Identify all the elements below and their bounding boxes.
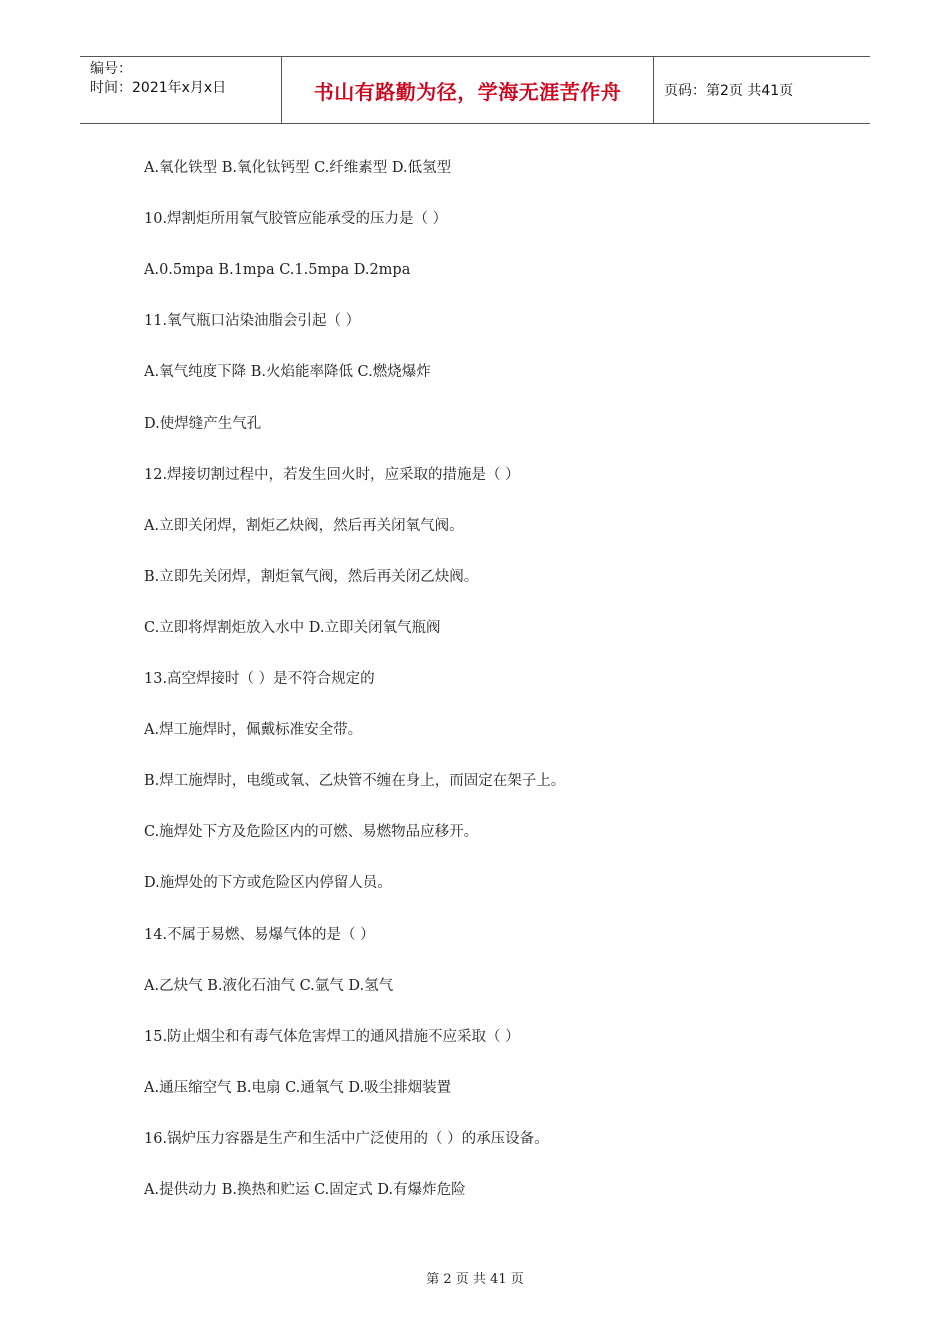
text-line: C.施焊处下方及危险区内的可燃、易燃物品应移开。: [144, 824, 479, 841]
text-line: A.0.5mpa B.1mpa C.1.5mpa D.2mpa: [144, 262, 411, 279]
text-line: 12.焊接切割过程中，若发生回火时，应采取的措施是（ ）: [144, 466, 520, 483]
text-line: 11.氧气瓶口沾染油脂会引起（ ）: [144, 313, 361, 330]
text-line: A.通压缩空气 B.电扇 C.通氧气 D.吸尘排烟装置: [144, 1079, 452, 1096]
page-header: [80, 56, 870, 124]
text-line: 14.不属于易燃、易爆气体的是（ ）: [144, 926, 375, 943]
text-line: A.提供动力 B.换热和贮运 C.固定式 D.有爆炸危险: [144, 1182, 466, 1198]
text-line: A.立即关闭焊，割炬乙炔阀，然后再关闭氧气阀。: [144, 517, 464, 534]
page-footer: 第 2 页 共 41 页: [426, 1272, 524, 1287]
header-page-cell: [654, 57, 870, 123]
text-line: 15.防止烟尘和有毒气体危害焊工的通风措施不应采取（ ）: [144, 1028, 520, 1045]
text-line: A.焊工施焊时，佩戴标准安全带。: [144, 722, 363, 739]
text-line: 10.焊割炬所用氧气胶管应能承受的压力是（ ）: [144, 211, 448, 228]
page-label: 页码：第2页 共41页: [664, 83, 794, 99]
header-info: [80, 57, 281, 123]
text-line: A.乙炔气 B.液化石油气 C.氩气 D.氢气: [144, 977, 394, 994]
motto: 书山有路勤为径，学海无涯苦作舟: [313, 79, 622, 104]
text-line: 16.锅炉压力容器是生产和生活中广泛使用的（ ）的承压设备。: [144, 1130, 549, 1147]
time-label: 时间：2021年x月x日: [90, 80, 227, 96]
text-line: D.施焊处的下方或危险区内停留人员。: [144, 875, 392, 892]
header-motto-cell: [281, 57, 654, 123]
text-line: B.立即先关闭焊，割炬氧气阀，然后再关闭乙炔阀。: [144, 568, 479, 585]
text-line: A.氧化铁型 B.氧化钛钙型 C.纤维素型 D.低氢型: [144, 160, 452, 176]
text-line: A.氧气纯度下降 B.火焰能率降低 C.燃烧爆炸: [144, 364, 431, 381]
text-line: D.使焊缝产生气孔: [144, 415, 262, 432]
text-line: B.焊工施焊时，电缆或氧、乙炔管不缠在身上，而固定在架子上。: [144, 773, 566, 790]
text-line: 13.高空焊接时（ ）是不符合规定的: [144, 671, 375, 687]
text-line: C.立即将焊割炬放入水中 D.立即关闭氧气瓶阀: [144, 619, 441, 636]
serial-label: 编号：: [90, 61, 132, 77]
